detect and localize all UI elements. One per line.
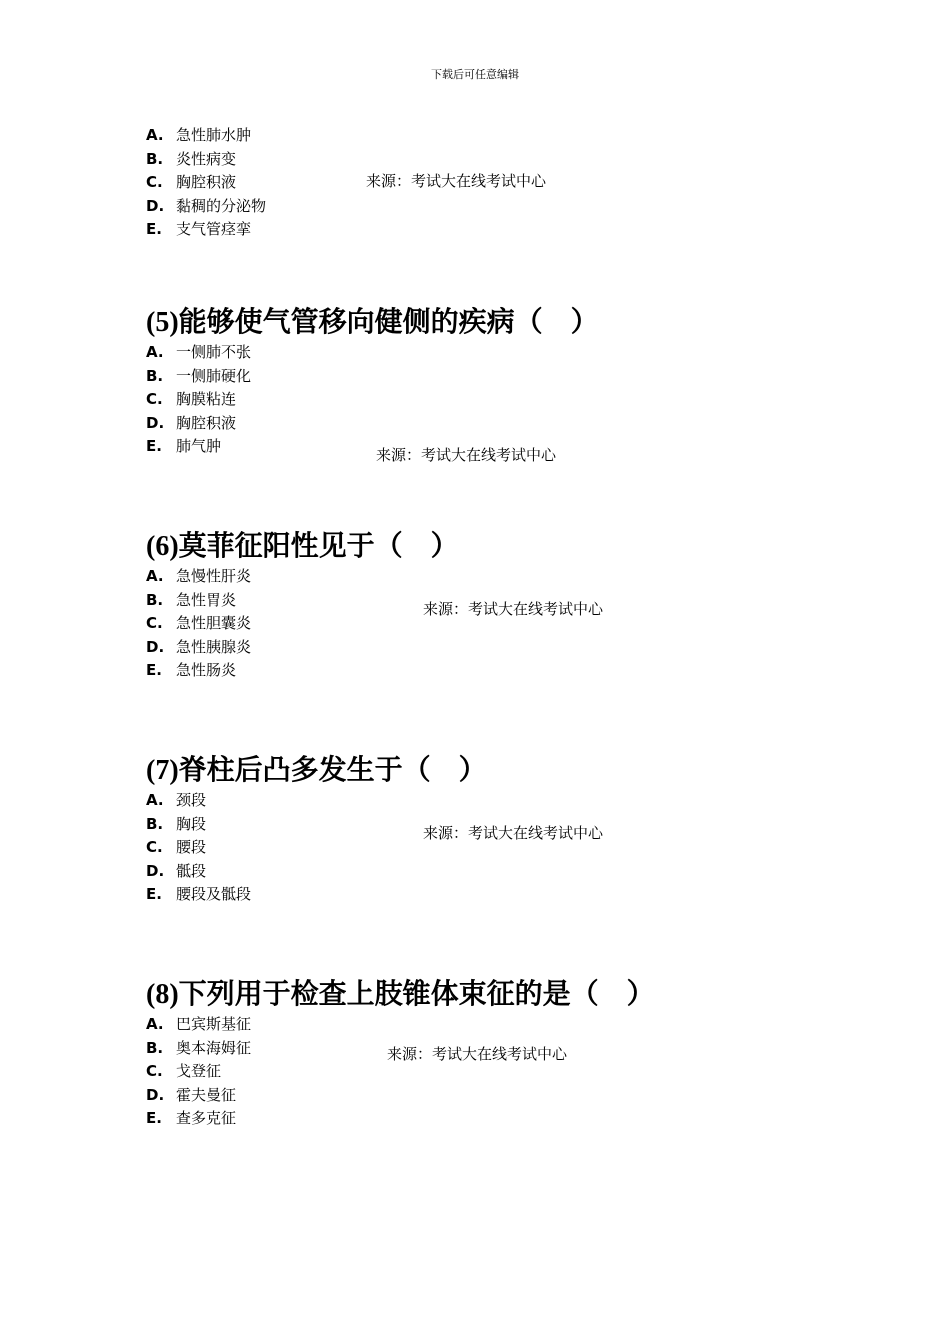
option-text: 肺气肿 [176,437,222,455]
option-text: 急性胰腺炎 [176,637,252,656]
source-note: 来源：考试大在线考试中心 [366,172,547,190]
option-e [146,218,866,242]
option-text: 急性胆囊炎 [176,614,252,632]
source-note: 来源：考试大在线考试中心 [387,1045,568,1063]
option-letter: E. [146,437,162,455]
page-header: 下载后可任意编辑 [431,68,519,81]
option-letter: E. [146,661,162,679]
option-text: 查多克征 [176,1109,237,1127]
option-letter: D. [146,637,165,656]
option-letter: D. [146,1085,165,1104]
option-text: 霍夫曼征 [176,1085,237,1104]
option-letter: B. [146,366,164,385]
option-letter: B. [146,814,164,833]
option-letter: E. [146,220,162,238]
option-text: 急性胃炎 [176,590,237,609]
option-text: 炎性病变 [176,149,237,168]
question-title: (5)能够使气管移向健侧的疾病（ ） [146,307,599,338]
option-a [146,1013,866,1037]
option-letter: A. [146,1015,164,1033]
option-text: 急性肠炎 [176,661,237,679]
option-letter: E. [146,885,162,903]
option-letter: D. [146,196,165,215]
option-a [146,341,866,365]
option-letter: E. [146,1109,162,1127]
option-letter: A. [146,567,164,585]
option-letter: D. [146,413,165,432]
option-b [146,365,866,389]
option-text: 腰段及骶段 [176,885,252,903]
source-note: 来源：考试大在线考试中心 [376,446,557,464]
option-text: 戈登征 [176,1062,222,1080]
source-note: 来源：考试大在线考试中心 [423,824,604,842]
option-text: 胸段 [176,814,207,833]
question-title: (7)脊柱后凸多发生于（ ） [146,755,487,786]
option-letter: D. [146,861,165,880]
option-d [146,412,866,436]
option-letter: C. [146,173,163,191]
option-a [146,565,866,589]
option-text: 支气管痉挛 [176,220,252,238]
option-letter: C. [146,1062,163,1080]
option-text: 腰段 [176,838,207,856]
option-text: 骶段 [176,861,207,880]
option-letter: A. [146,791,164,809]
option-d [146,195,866,219]
option-text: 黏稠的分泌物 [176,196,267,215]
source-note: 来源：考试大在线考试中心 [423,600,604,618]
option-e [146,1107,866,1131]
option-text: 胸腔积液 [176,173,237,191]
option-c [146,388,866,412]
option-d [146,636,866,660]
option-letter: A. [146,343,164,361]
option-letter: A. [146,126,164,144]
option-text: 颈段 [176,791,207,809]
option-text: 一侧肺不张 [176,343,252,361]
option-b [146,148,866,172]
option-letter: B. [146,590,164,609]
option-e [146,659,866,683]
option-d [146,860,866,884]
option-text: 急慢性肝炎 [176,567,252,585]
option-letter: C. [146,838,163,856]
question-title: (6)莫菲征阳性见于（ ） [146,531,459,562]
option-text: 巴宾斯基征 [176,1015,252,1033]
option-text: 一侧肺硬化 [176,366,252,385]
option-text: 奥本海姆征 [176,1038,252,1057]
option-a [146,124,866,148]
option-text: 急性肺水肿 [176,126,252,144]
option-d [146,1084,866,1108]
question-5 [146,305,866,459]
option-text: 胸腔积液 [176,413,237,432]
option-a [146,789,866,813]
option-letter: C. [146,614,163,632]
option-e [146,883,866,907]
option-letter: C. [146,390,163,408]
option-text: 胸膜粘连 [176,390,237,408]
option-letter: B. [146,149,164,168]
option-letter: B. [146,1038,164,1057]
question-title: (8)下列用于检查上肢锥体束征的是（ ） [146,979,655,1010]
